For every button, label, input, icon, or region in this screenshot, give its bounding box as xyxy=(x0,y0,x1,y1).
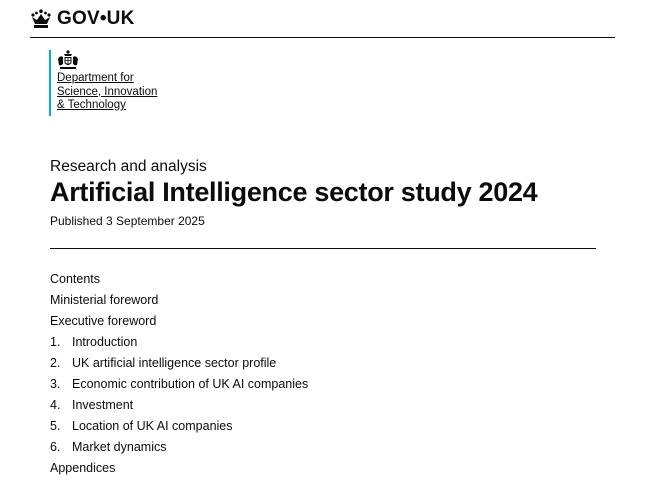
contents-link[interactable]: Ministerial foreword xyxy=(50,293,159,307)
contents-navigation xyxy=(50,271,308,481)
contents-link[interactable]: Location of UK AI companies xyxy=(72,419,233,433)
contents-item-2 xyxy=(50,355,308,376)
contents-item-number: 1. xyxy=(50,335,61,349)
contents-link[interactable]: Investment xyxy=(72,398,134,412)
contents-item-ministerial-foreword xyxy=(50,292,308,313)
contents-item-executive-foreword xyxy=(50,313,308,334)
organisation-logo[interactable] xyxy=(49,50,189,116)
contents-link[interactable]: Economic contribution of UK AI companies xyxy=(72,377,309,391)
contents-item-4 xyxy=(50,397,308,418)
organisation-name-link[interactable]: Department for Science, Innovation & Technology xyxy=(57,72,158,111)
contents-item-6 xyxy=(50,439,308,460)
header-divider xyxy=(30,37,615,38)
contents-heading: Contents xyxy=(50,272,101,286)
contents-item-number: 6. xyxy=(50,440,61,454)
govuk-logo-link[interactable]: GOV•UK xyxy=(57,8,135,29)
govuk-header xyxy=(30,4,135,34)
contents-link[interactable]: Market dynamics xyxy=(72,440,167,454)
title-divider xyxy=(50,248,596,249)
contents-item-number: 4. xyxy=(50,398,61,412)
contents-item-number: 3. xyxy=(50,377,61,391)
document-type-caption: Research and analysis xyxy=(50,158,207,175)
contents-link[interactable]: UK artificial intelligence sector profile xyxy=(72,356,277,370)
contents-list xyxy=(50,292,308,481)
page-title: Artificial Intelligence sector study 2024 xyxy=(50,177,538,207)
contents-item-1 xyxy=(50,334,308,355)
contents-item-5 xyxy=(50,418,308,439)
crown-icon xyxy=(30,9,52,29)
contents-item-number: 5. xyxy=(50,419,61,433)
contents-item-appendices xyxy=(50,460,308,481)
published-date: Published 3 September 2025 xyxy=(50,214,205,228)
contents-link[interactable]: Appendices xyxy=(50,461,116,475)
contents-link[interactable]: Executive foreword xyxy=(50,314,157,328)
contents-item-number: 2. xyxy=(50,356,61,370)
contents-item-3 xyxy=(50,376,308,397)
contents-link[interactable]: Introduction xyxy=(72,335,138,349)
royal-coat-of-arms-icon xyxy=(57,50,79,70)
